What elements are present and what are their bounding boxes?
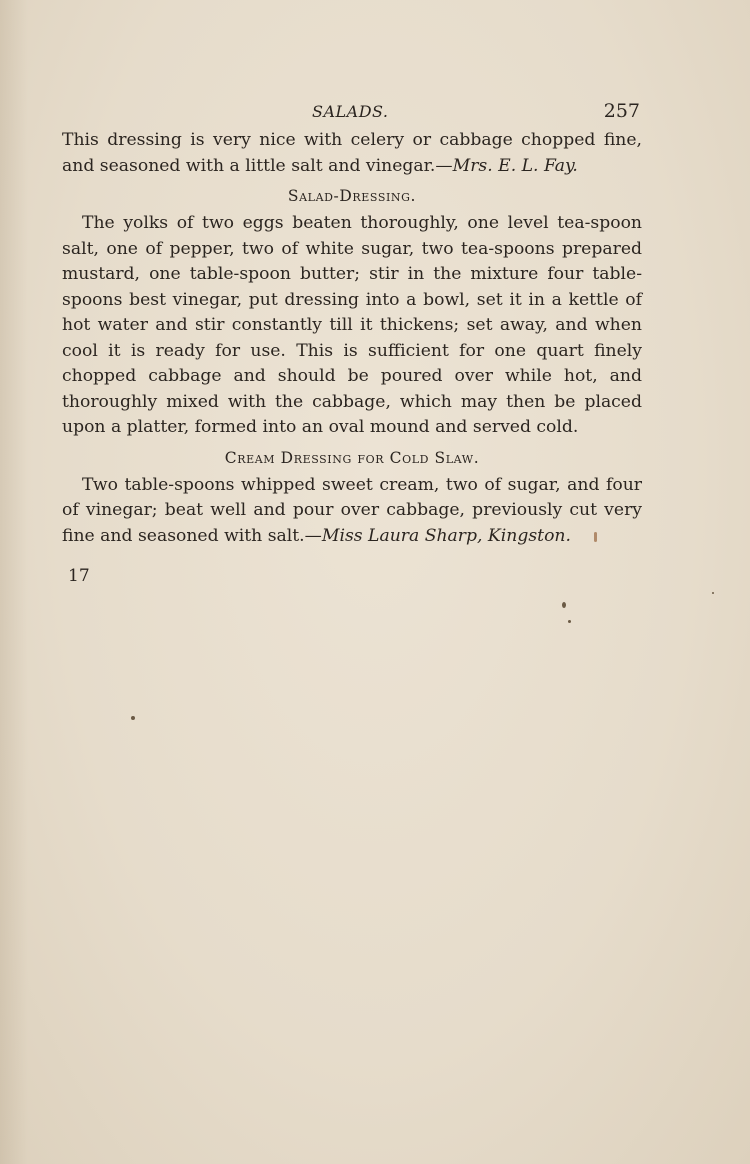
paragraph-3 <box>62 473 642 550</box>
paragraph-3-text: Two table-spoons whipped sweet cream, two of sugar, and four of vinegar; beat well and pour over cabbage, previously cut very fine and seasoned with salt.— <box>62 474 642 546</box>
paper-speck <box>562 602 566 608</box>
running-head <box>62 96 642 128</box>
heading-salad-dressing: Salad-Dressing. <box>287 187 417 205</box>
paper-speck <box>568 620 571 623</box>
paragraph-3-attribution: Miss Laura Sharp, Kingston. <box>321 525 571 546</box>
paragraph-1 <box>62 128 642 179</box>
paper-speck <box>131 716 135 720</box>
page-text-block <box>62 96 642 549</box>
paragraph-2: The yolks of two eggs beaten thoroughly, one level tea-spoon salt, one of pepper, two of white sugar, two tea-spoons prepared mustard, one table-spoon butter; stir in the mixture four table-spoons best vinegar, put dressing into a bowl, set it in a kettle of hot water and stir constantly till it thickens; set away, and when cool it is ready for use. This is sufficient for one quart finely chopped cabbage and should be poured over while hot, and thoroughly mixed with the cabbage, which may then be placed upon a platter, formed into an oval mound and served cold. <box>62 213 642 437</box>
page-number: 257 <box>603 100 640 122</box>
paragraph-1-attribution: Mrs. E. L. Fay. <box>452 155 578 176</box>
paragraph-1-text: This dressing is very nice with celery or cabbage chopped fine, and seasoned with a little salt and vinegar.— <box>62 130 642 176</box>
paper-speck <box>712 592 714 594</box>
running-head-title: SALADS. <box>312 102 389 121</box>
signature-mark: 17 <box>68 566 90 586</box>
page-gutter-shadow <box>0 0 28 1164</box>
heading-cream-dressing: Cream Dressing for Cold Slaw. <box>224 448 480 467</box>
paper-speck <box>594 532 597 542</box>
